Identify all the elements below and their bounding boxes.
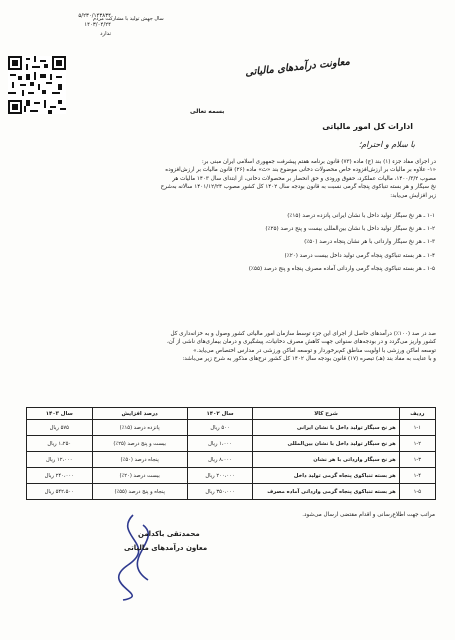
table-cell: ۸،۰۰۰ ریال — [187, 452, 253, 468]
list-item: ۱-۱ ـ هر نخ سیگار تولید داخل با نشان ایرانی پانزده درصد (۱۵٪) — [287, 213, 435, 219]
table-row — [27, 452, 436, 468]
column-header: شرح کالا — [253, 408, 399, 420]
table-cell: ۲۰۰،۰۰۰ ریال — [187, 468, 253, 484]
table-cell: ۱-۵ — [399, 484, 435, 500]
qr-code-icon — [8, 56, 66, 114]
paragraph-line: و با عنایت به مفاد بند (هـ) تبصره (۱۷) قانون بودجه سال ۱۴۰۲ کل کشور نرخ‌های مذکور به شرح زیر می‌باشد: — [182, 356, 436, 363]
letter-number: ۵/۲۳۰/۱۴۳۸۳۴ — [78, 13, 111, 19]
paragraph-line: توسعه اماکن ورزشی با اولویت مناطق کم‌برخوردار و توسعه اماکن ورزشی در مدارس اختصاص می‌یابد.» — [193, 347, 436, 354]
table-cell: ۱-۳ — [399, 452, 435, 468]
column-header: ردیف — [399, 408, 435, 420]
paragraph-line: صد در صد (۱۰۰٪) درآمدهای حاصل از اجرای این جزء توسط سازمان امور مالیاتی کشور وصول و به خزانه‌داری کل — [170, 331, 436, 337]
table-cell: ۵۴۲،۵۰۰ ریال — [27, 484, 93, 500]
rates-table — [26, 407, 436, 500]
table-cell: هر نخ سیگار تولید داخل با نشان بین‌المللی — [253, 436, 399, 452]
letter-attachment: ندارد — [100, 31, 111, 37]
table-cell: پنجاه و پنج درصد (۵۵٪) — [92, 484, 187, 500]
table-cell: پنجاه درصد (۵۰٪) — [92, 452, 187, 468]
closing-line: مراتب جهت اطلاع‌رسانی و اقدام مقتضی ارسال می‌شود. — [302, 512, 435, 518]
table-cell: ۱،۰۰۰ ریال — [187, 436, 253, 452]
table-row — [27, 484, 436, 500]
table-header-row — [27, 408, 436, 420]
list-item: ۱-۲ ـ هر نخ سیگار تولید داخل با نشان بین‌المللی بیست و پنج درصد (۲۵٪) — [265, 226, 435, 233]
table-cell: هر نخ سیگار وارداتی با هر نشان — [253, 452, 399, 468]
table-cell: ۵۰۰ ریال — [187, 420, 253, 436]
paragraph-line: «۱- علاوه بر مالیات بر ارزش‌افزوده خاص محصولات دخانی موضوع بند «ث» ماده (۲۶) قانون مالیات بر ارزش‌افزوده — [165, 167, 436, 174]
list-item: ۱-۴ ـ هر بسته تنباکوی پنجاه گرمی تولید داخل بیست درصد (۲۰٪) — [284, 252, 435, 259]
table-cell: ۱،۲۵۰ ریال — [27, 436, 93, 452]
table-cell: ۱-۱ — [399, 420, 435, 436]
signatory-title: معاون درآمدهای مالیاتی — [124, 544, 208, 552]
table-cell: ۵۷۵ ریال — [27, 420, 93, 436]
addressee: ادارات کل امور مالیاتی — [322, 122, 413, 131]
table-cell: ۲۴۰،۰۰۰ ریال — [27, 468, 93, 484]
letter-date: ۱۴۰۳/۰۴/۲۴ — [84, 22, 111, 28]
year-slogan: سال جهش تولید با مشارکت مردم — [93, 16, 164, 22]
table-cell: هر بسته تنباکوی پنجاه گرمی وارداتی آماده مصرف — [253, 484, 399, 500]
column-header: درصد افزایش — [92, 408, 187, 420]
table-cell: پانزده درصد (۱۵٪) — [92, 420, 187, 436]
organization-title: معاونت درآمدهای مالیاتی — [244, 56, 351, 79]
table-cell: بیست و پنج درصد (۲۵٪) — [92, 436, 187, 452]
table-cell: ۳۵۰،۰۰۰ ریال — [187, 484, 253, 500]
table-cell: بیست درصد (۲۰٪) — [92, 468, 187, 484]
list-item: ۱-۵ ـ هر بسته تنباکوی پنجاه گرمی وارداتی آماده مصرف پنجاه و پنج درصد (۵۵٪) — [248, 265, 435, 272]
column-header: سال ۱۴۰۳ — [27, 408, 93, 420]
signature-scribble-icon — [103, 505, 173, 605]
paragraph-line: نخ سیگار و هر بسته تنباکوی پنجاه گرمی نسبت به قانون بودجه سال ۱۴۰۲ کل کشور مصوب ۱۴۰۱/۱۲/۲۴ سالانه به‌شرح — [160, 184, 436, 191]
paragraph-line: کشور واریز می‌گردد و در بودجه‌های سنواتی جهت کاهش مصرف دخانیات، پیشگیری و درمان بیماری‌های ناشی از آن، — [166, 339, 436, 346]
table-cell: هر بسته تنباکوی پنجاه گرمی تولید داخل — [253, 468, 399, 484]
body-paragraph-2 — [16, 330, 436, 364]
paragraph-line: مصوب ۱۴۰۰/۳/۲، مالیات عملکرد، حقوق ورودی و حق انحصار بر محصولات دخانی، از ابتدای سال ۱۴۰۳ مالیات هر — [172, 175, 436, 182]
rate-items-list — [35, 210, 435, 276]
paragraph-line: زیر افزایش می‌یابد: — [390, 192, 436, 199]
body-paragraph — [16, 158, 436, 200]
salutation: با سلام و احترام؛ — [358, 140, 415, 149]
letter-heading: بسمه تعالی — [190, 108, 225, 115]
table-cell: ۱-۲ — [399, 436, 435, 452]
column-header: سال ۱۴۰۲ — [187, 408, 253, 420]
signatory-name: محمدتقی باکدامن — [138, 530, 200, 538]
table-cell: هر نخ سیگار تولید داخل با نشان ایرانی — [253, 420, 399, 436]
table-row — [27, 468, 436, 484]
table-row — [27, 420, 436, 436]
table-cell: ۱۲،۰۰۰ ریال — [27, 452, 93, 468]
paragraph-line: در اجرای مفاد جزء (۱) بند (ج) ماده (۷۳) قانون برنامه هفتم پیشرفت جمهوری اسلامی ایران مبنی بر: — [201, 159, 436, 165]
table-row — [27, 436, 436, 452]
table-cell: ۱-۴ — [399, 468, 435, 484]
list-item: ۱-۳ ـ هر نخ سیگار وارداتی با هر نشان پنجاه درصد (۵۰٪) — [304, 239, 435, 246]
